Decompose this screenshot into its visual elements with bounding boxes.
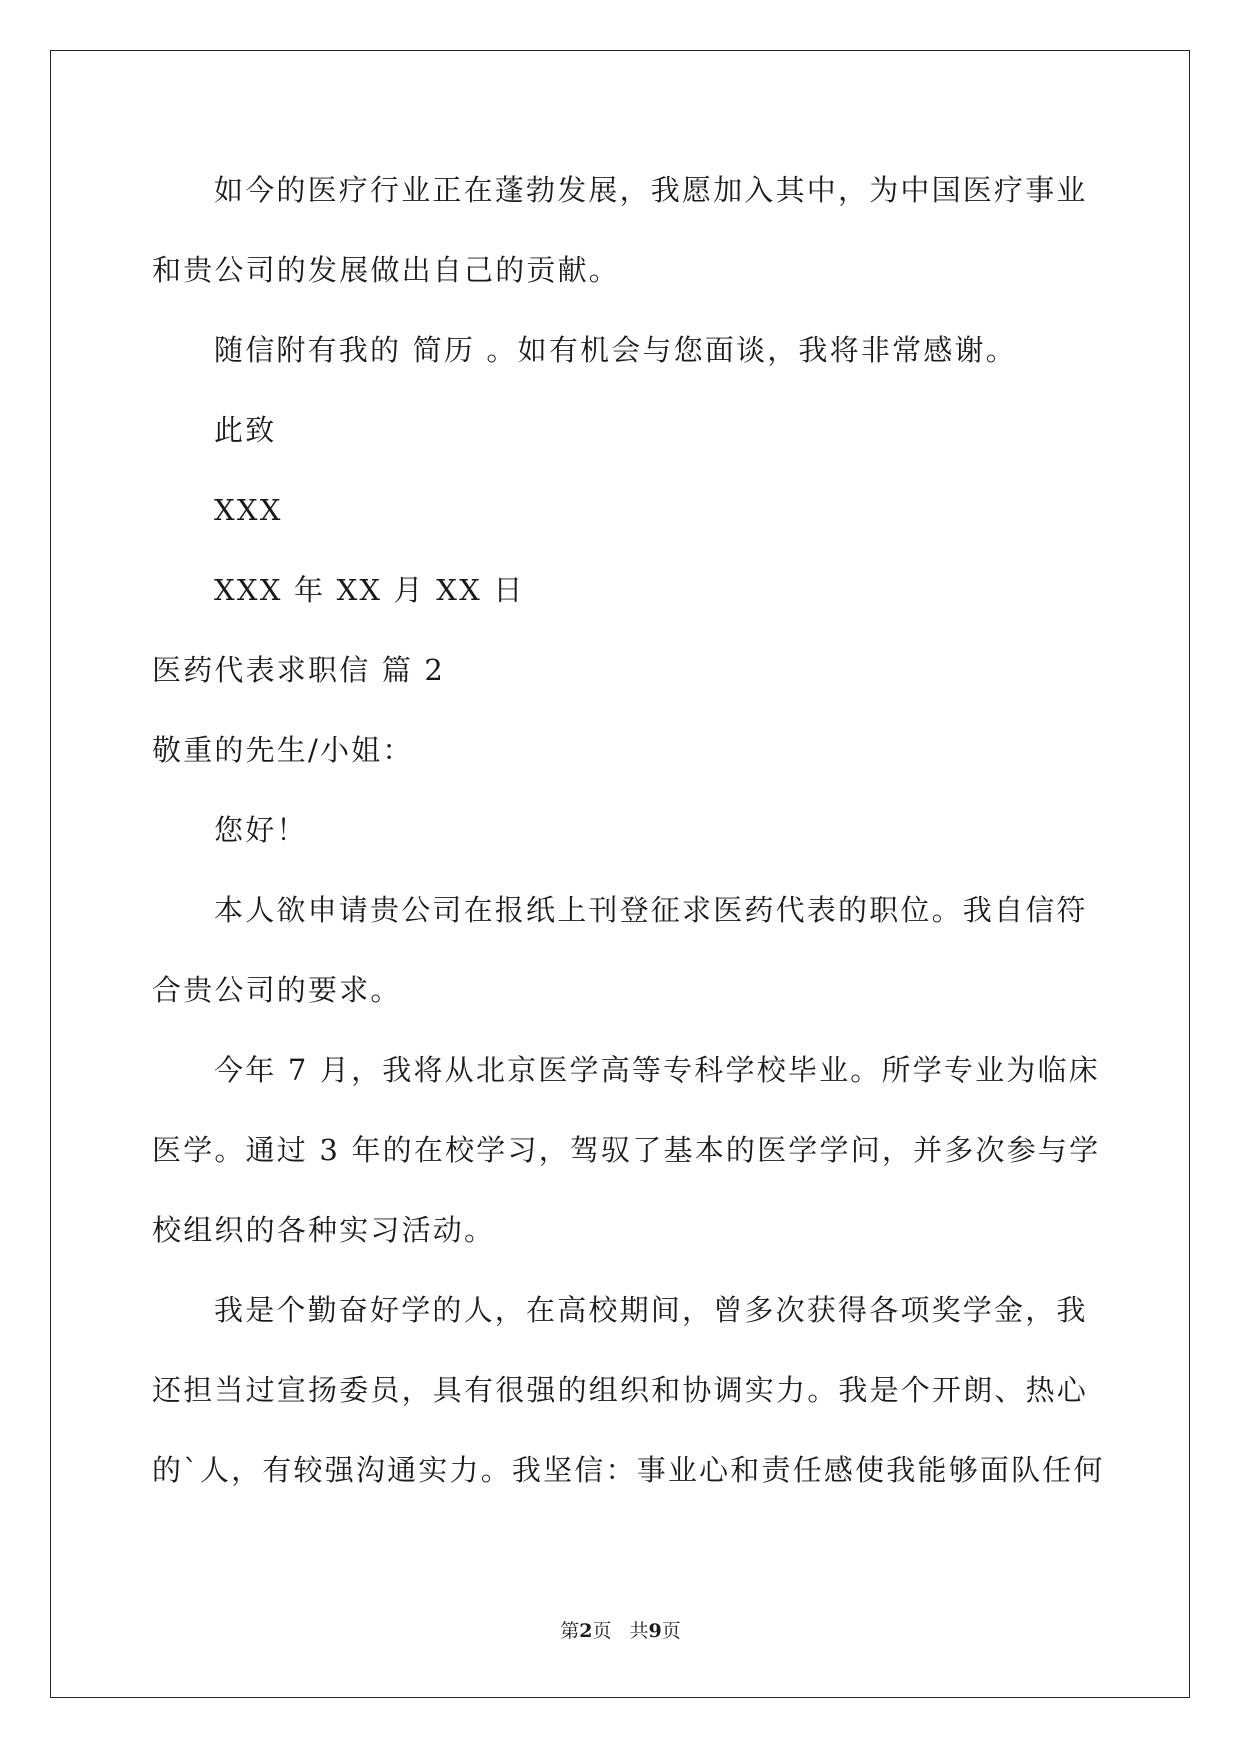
footer-page-total: 9 [648,1620,662,1642]
footer-page-prefix: 第 [560,1620,580,1642]
paragraph-line: 和贵公司的发展做出自己的贡献。 [152,253,621,287]
paragraph-line: 医学。通过 3 年的在校学习，驾驭了基本的医学学问，并多次参与学 [152,1133,1101,1167]
paragraph-line: 我是个勤奋好学的人，在高校期间，曾多次获得各项奖学金，我 [214,1293,1088,1327]
footer-total-suffix: 页 [661,1620,681,1642]
page-border [50,50,1190,1698]
paragraph-line: 如今的医疗行业正在蓬勃发展，我愿加入其中，为中国医疗事业 [214,173,1088,207]
greeting: 您好！ [214,813,308,847]
greeting-addressee: 敬重的先生/小姐： [152,733,414,767]
paragraph-line: 还担当过宣扬委员，具有很强的组织和协调实力。我是个开朗、热心 [152,1373,1089,1407]
page-footer [0,1616,1241,1643]
footer-page-current: 2 [579,1620,593,1642]
paragraph-line: 校组织的各种实习活动。 [152,1213,496,1247]
section-heading: 医药代表求职信 篇 2 [152,653,446,687]
paragraph-line: 随信附有我的 简历 。如有机会与您面谈，我将非常感谢。 [214,333,1017,367]
paragraph-line: 今年 7 月，我将从北京医学高等专科学校毕业。所学专业为临床 [214,1053,1100,1087]
footer-total-prefix: 共 [629,1620,649,1642]
paragraph-line: 的`人，有较强沟通实力。我坚信：事业心和责任感使我能够面队任何 [152,1453,1105,1487]
paragraph-line: 本人欲申请贵公司在报纸上刊登征求医药代表的职位。我自信符 [214,893,1088,927]
signature-date: XXX 年 XX 月 XX 日 [214,573,525,607]
footer-page-suffix: 页 [592,1620,612,1642]
paragraph-line: 合贵公司的要求。 [152,973,402,1007]
closing-salutation: 此致 [214,413,277,447]
signature-name: XXX [214,493,283,527]
